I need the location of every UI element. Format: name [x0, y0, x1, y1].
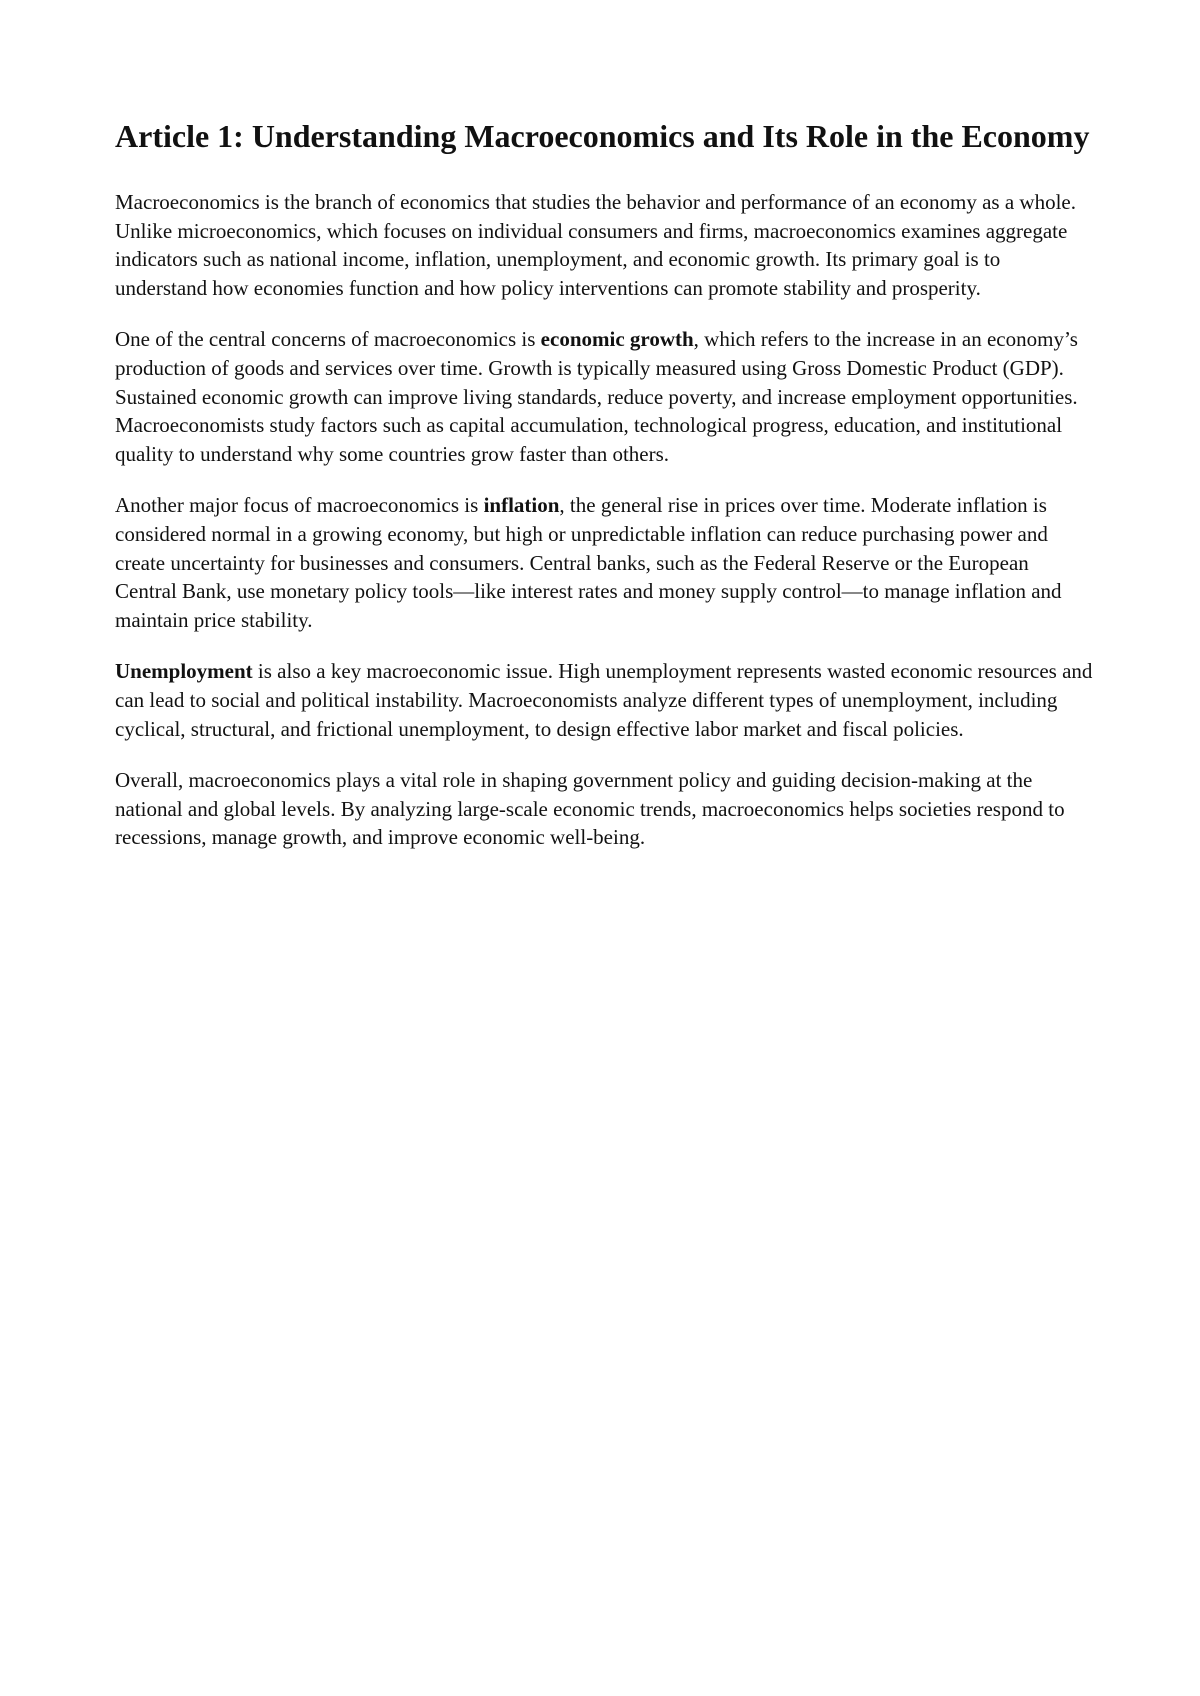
- paragraph-conclusion: Overall, macroeconomics plays a vital role in shaping government policy and guiding decision-making at the national and global levels. By analyzing large-scale economic trends, macroeconomics helps societies respond to recessions, manage growth, and improve economic well-being.: [115, 768, 1065, 850]
- paragraph-inflation: [115, 491, 1095, 634]
- paragraph-unemployment: [115, 657, 1095, 743]
- paragraph-text: One of the central concerns of macroeconomics is: [115, 327, 541, 352]
- paragraph-text: Another major focus of macroeconomics is: [115, 493, 484, 518]
- bold-term-inflation: inflation: [483, 493, 560, 518]
- paragraph-text: is also a key macroeconomic issue. High unemployment represents wasted economic resources and can lead to social and political instability. Macroeconomists analyze different types of unemployment, including cyclical, structural, and frictional unemployment, to design effective labor market and fiscal policies.: [115, 659, 1093, 741]
- bold-term-unemployment: Unemployment: [115, 659, 253, 684]
- paragraph-text: , the general rise in prices over time. Moderate inflation is considered normal in a growing economy, but high or unpredictable inflation can reduce purchasing power and create uncertainty for businesses and consumers. Central banks, such as the Federal Reserve or the European Central Bank, use monetary policy tools—like interest rates and money supply control—to manage inflation and maintain price stability.: [115, 493, 1062, 632]
- bold-term-economic-growth: economic growth: [540, 327, 694, 352]
- article-body: [115, 112, 1095, 875]
- paragraph-intro: Macroeconomics is the branch of economics that studies the behavior and performance of an economy as a whole. Unlike microeconomics, which focuses on individual consumers and firms, macroeconomics examines aggregate indicators such as national income, inflation, unemployment, and economic growth. Its primary goal is to understand how economies function and how policy interventions can promote stability and prosperity.: [115, 190, 1076, 300]
- paragraph-economic-growth: [115, 325, 1095, 468]
- article-title: Article 1: Understanding Macroeconomics and Its Role in the Economy: [115, 118, 1090, 154]
- paragraph-text: , which refers to the increase in an economy’s production of goods and services over time. Growth is typically measured using Gross Domestic Product (GDP). Sustained economic growth can improve living standards, reduce poverty, and increase employment opportunities. Macroeconomists study factors such as capital accumulation, technological progress, education, and institutional quality to understand why some countries grow faster than others.: [115, 327, 1078, 466]
